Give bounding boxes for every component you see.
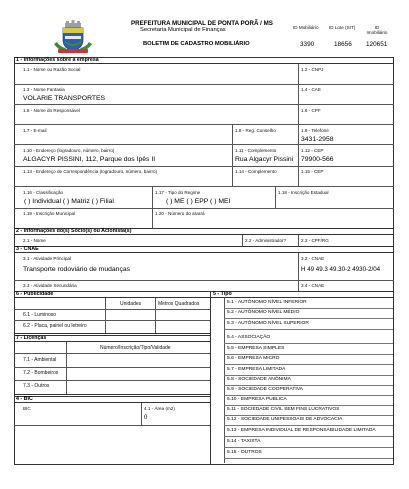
- type-option-15: 5.15 - OUTROS: [227, 450, 262, 455]
- trade-name-value: VOLARIE TRANSPORTES: [23, 95, 106, 102]
- publicity-row-sign: 6.2 - Placa, painel ou letreiro: [23, 323, 87, 329]
- permit-number-label: 1.20 - Número do alvará: [155, 211, 205, 216]
- type-option-3: 5.3 - AUTÔNOMO NÍVEL SUPERIOR: [227, 321, 309, 326]
- cpf-rg-label: 2.3 - CPF/RG: [301, 238, 329, 243]
- cnae-secondary-label: 3.4 - CNAE: [301, 283, 325, 288]
- id-mobiliario-value: 3390: [300, 41, 315, 48]
- mail-complement-label: 1.14 - Complemento: [235, 169, 277, 174]
- license-number-header: Número/Inscrição/Tipo/Validade: [100, 345, 171, 351]
- main-activity-label: 3.1 - Atividade Principal: [23, 256, 72, 261]
- cnpj-label: 1.2 - CNPJ: [301, 67, 324, 72]
- license-environmental: 7.1 - Ambiental: [23, 357, 57, 363]
- license-others: 7.3 - Outros: [23, 383, 50, 389]
- cnae-main-label: 3.2 - CNAE: [301, 256, 325, 261]
- cpf-label: 1.6 - CPF: [301, 108, 321, 113]
- type-option-14: 5.14 - TAXISTA: [227, 439, 261, 444]
- section-4-title: 4 - BIC: [16, 396, 33, 402]
- regime-options: ( ) ME ( ) EPP ( ) MEI: [166, 198, 231, 205]
- cep-value: 79900-566: [301, 156, 334, 163]
- section-7-title: 7 - Licenças: [16, 335, 47, 341]
- cnae-main-value: H 49 49.3 49.30-2 4930-2/04: [301, 266, 381, 273]
- publicity-sqm-header: Metros Quadrados: [158, 301, 200, 307]
- bic-label: BIC: [23, 406, 31, 411]
- classification-options: ( ) Individual ( ) Matriz ( ) Filial: [24, 198, 114, 205]
- type-option-7: 5.7 - EMPRESA LIMITADA: [227, 367, 286, 372]
- cae-label: 1.4 - CAE: [301, 87, 321, 92]
- section-2-title: 2 - Informações do(s) Sócio(s) ou Acionista(s): [16, 228, 132, 234]
- department-subtitle: Secretaria Municipal de Finanças: [140, 27, 226, 33]
- regime-label: 1.17 - Tipo do Regime: [155, 190, 201, 195]
- state-registration-label: 1.18 - Inscrição Estadual: [278, 190, 329, 195]
- classification-label: 1.16 - Classificação: [23, 190, 64, 195]
- section-4-bar: [14, 396, 210, 403]
- address-label: 1.10 - Endereço (logradouro, número, bairro): [23, 148, 115, 153]
- company-name-label: 1.1 - Nome ou Razão Social: [23, 67, 81, 72]
- cep-label: 1.12 - CEP: [301, 148, 324, 153]
- form-title: BOLETIM DE CADASTRO MOBILIÁRIO: [143, 41, 250, 47]
- type-option-2: 5.2 - AUTÔNOMO NÍVEL MÉDIO: [227, 310, 300, 315]
- section-1-title: 1 - Informações sobre a empresa: [16, 57, 99, 63]
- type-option-9: 5.9 - SOCIEDADE COOPERATIVA: [227, 387, 303, 392]
- phone-label: 1.9 - Telefone: [301, 128, 329, 133]
- municipal-registration-label: 1.19 - Inscrição Municipal: [23, 211, 76, 216]
- type-option-11: 5.11 - SOCIEDADE CIVIL SEM FINS LUCRATIVOS: [227, 407, 340, 412]
- address-value: ALGACYR PISSINI, 112, Parque dos Ipês II: [23, 156, 156, 163]
- phone-value: 3431-2958: [301, 136, 334, 143]
- municipality-title: PREFEITURA MUNICIPAL DE PONTA PORÃ / MS: [131, 20, 273, 27]
- type-option-1: 5.1 - AUTÔNOMO NÍVEL INFERIOR: [227, 300, 307, 305]
- section-5-bar: [210, 291, 394, 298]
- administrator-label: 2.2 - Administrador?: [245, 238, 287, 243]
- type-option-8: 5.8 - SOCIEDADE ANÔNIMA: [227, 377, 291, 382]
- trade-name-label: 1.3 - Nome Fantasia: [23, 87, 65, 92]
- id-imobiliario-label: ID Imobiliário: [366, 25, 388, 35]
- mail-address-label: 1.13 - Endereço de Correspondência (logradouro, número, bairro): [23, 169, 158, 174]
- type-option-10: 5.10 - EMPRESA PUBLICA: [227, 397, 287, 402]
- main-activity-value: Transporte rodoviário de mudanças: [23, 266, 131, 273]
- id-imobiliario-value: 120651: [366, 41, 388, 48]
- type-option-6: 5.6 - EMPRESA MICRO: [227, 356, 280, 361]
- type-option-12: 5.12 - SOCIEDADE UNIPESSOAIS DE ADVOCACIA: [227, 417, 343, 422]
- id-lote-label: ID Lote (SIT): [329, 25, 356, 30]
- complement-label: 1.11 - Complemento: [235, 148, 277, 153]
- responsible-name-label: 1.5 - Nome do Responsável: [23, 108, 80, 113]
- council-reg-label: 1.8 - Reg. Conselho: [235, 128, 276, 133]
- section-6-title: 6 - Publicidade: [16, 291, 54, 297]
- type-option-13: 5.13 - EMPRESA INDIVIDUAL DE RESPONSABILIDADE LIMITADA: [227, 428, 376, 433]
- id-lote-value: 18656: [334, 41, 352, 48]
- partner-name-label: 2.1 - Nome: [23, 238, 46, 243]
- type-option-4: 5.4 - ASSOCIAÇÃO: [227, 335, 271, 340]
- section-3-title: 3 - CNAE: [16, 246, 39, 252]
- area-value: 0: [144, 415, 148, 421]
- form-frame: [14, 57, 394, 465]
- publicity-units-header: Unidades: [120, 301, 142, 307]
- section-3-bar: [14, 246, 394, 253]
- section-5-title: 5 - Tipo: [213, 291, 232, 297]
- area-label: 4.1 - Área (m2): [144, 406, 175, 411]
- email-label: 1.7 - E-mail: [23, 128, 47, 133]
- municipal-coat-of-arms-logo: [52, 20, 94, 54]
- mail-cep-label: 1.15 - CEP: [301, 169, 324, 174]
- publicity-row-luminous: 6.1 - Luminoso: [23, 312, 57, 318]
- secondary-activity-label: 3.3 - Atividade Secundária: [23, 283, 77, 288]
- type-option-5: 5.5 - EMPRESA SIMPLES: [227, 346, 285, 351]
- complement-value: Rua Algacyr Pissini: [235, 156, 294, 163]
- id-mobiliario-label: ID Mobiliário: [293, 25, 319, 30]
- license-firefighters: 7.2 - Bombeiros: [23, 370, 59, 376]
